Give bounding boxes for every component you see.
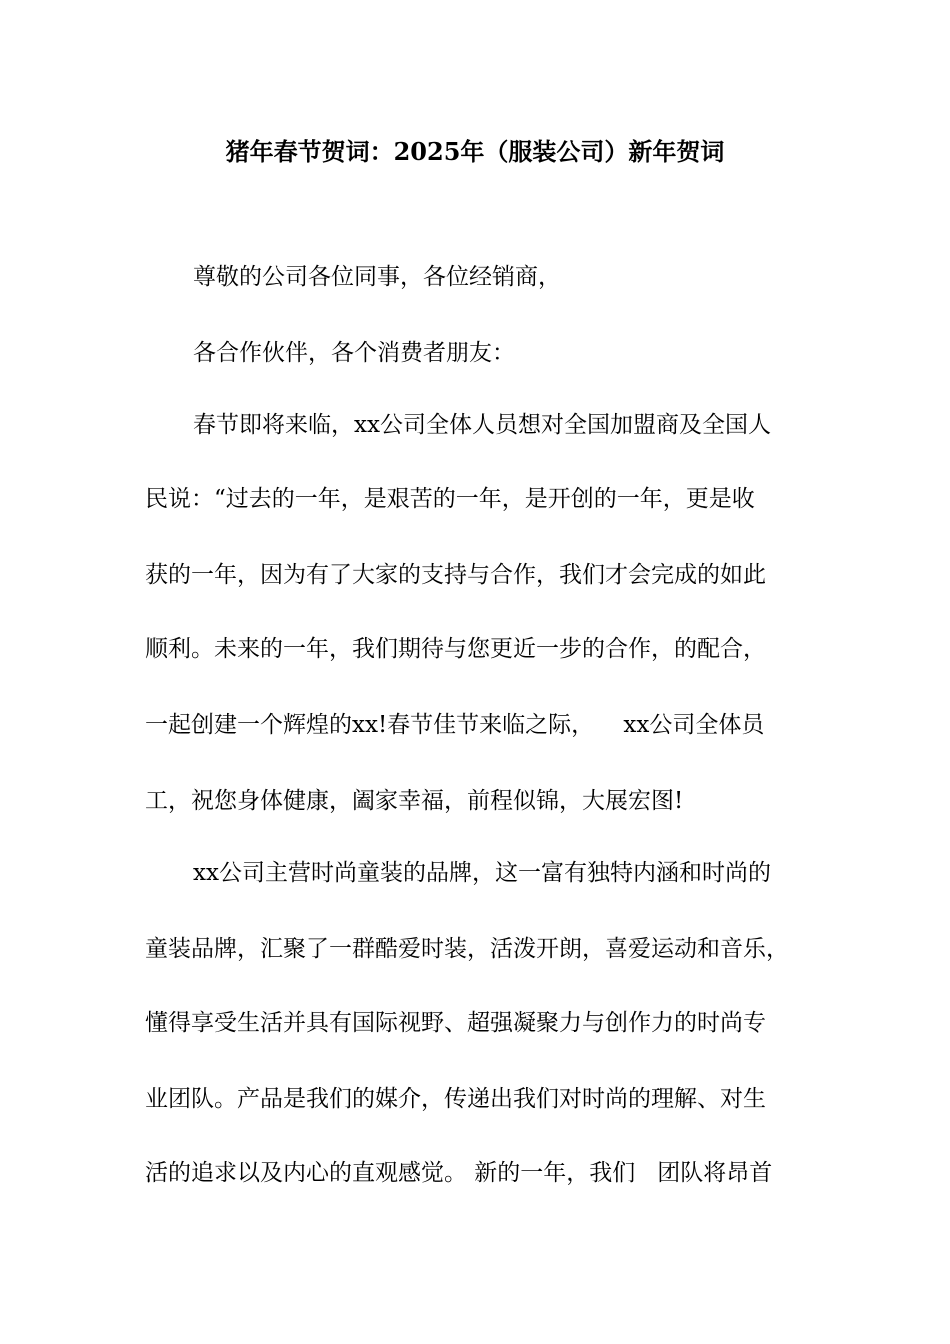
body-line: 业团队。产品是我们的媒介，传递出我们对时尚的理解、对生 — [145, 1086, 766, 1112]
body-line: 懂得享受生活并具有国际视野、超强凝聚力与创作力的时尚专 — [145, 1010, 766, 1036]
body-line: 工，祝您身体健康，阖家幸福，前程似锦，大展宏图! — [145, 788, 684, 814]
body-line: 顺利。未来的一年，我们期待与您更近一步的合作，的配合， — [145, 636, 766, 662]
document-title: 猪年春节贺词：2025年（服装公司）新年贺词 — [225, 137, 725, 166]
body-line: xx公司主营时尚童装的品牌，这一富有独特内涵和时尚的 — [193, 860, 771, 886]
body-line: 春节即将来临，xx公司全体人员想对全国加盟商及全国人 — [193, 412, 771, 438]
body-line: 获的一年，因为有了大家的支持与合作，我们才会完成的如此 — [145, 562, 766, 588]
body-line: 活的追求以及内心的直观感觉。 新的一年，我们 团队将昂首 — [145, 1160, 773, 1186]
body-line: 民说：“过去的一年，是艰苦的一年，是开创的一年，更是收 — [145, 486, 755, 512]
salutation-line-2: 各合作伙伴，各个消费者朋友： — [193, 340, 515, 366]
salutation-line-1: 尊敬的公司各位同事，各位经销商， — [193, 264, 561, 290]
body-line: 童装品牌，汇聚了一群酷爱时装，活泼开朗，喜爱运动和音乐， — [145, 936, 789, 962]
body-line: 一起创建一个辉煌的xx!春节佳节来临之际， xx公司全体员 — [145, 712, 765, 738]
